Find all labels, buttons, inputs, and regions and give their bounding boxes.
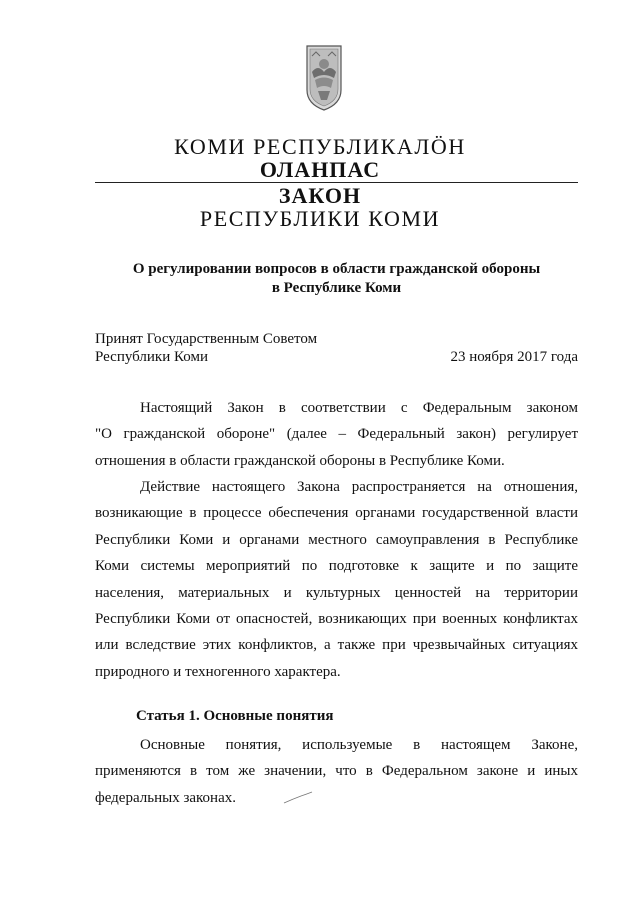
- paragraph-line: Настоящий Закон в соответствии с Федеральным законом: [140, 400, 578, 416]
- preamble-paragraph-2: [95, 474, 578, 685]
- preamble-paragraph-1: [95, 395, 578, 474]
- paragraph-line: применяются в том же значении, что в Федеральном законе и иных: [95, 763, 578, 780]
- adoption-line: Республики Коми: [95, 349, 208, 365]
- paragraph-line: Республики Коми и органами местного самоуправления в Республике: [95, 531, 578, 548]
- header-respubliki: РЕСПУБЛИКИ КОМИ: [199, 206, 441, 231]
- paragraph-line: или вследствие этих конфликтов, а также при чрезвычайных ситуациях: [95, 637, 578, 654]
- paragraph-line: "О гражданской обороне" (далее – Федеральный закон) регулирует: [95, 426, 578, 443]
- paragraph-line: Действие настоящего Закона распространяется на отношения,: [140, 479, 578, 495]
- adoption-date: 23 ноября 2017 года: [450, 349, 578, 365]
- header-olanpas: ОЛАНПАС: [259, 157, 381, 182]
- law-title: [95, 260, 578, 298]
- adoption-block: [95, 330, 578, 366]
- article-1-heading: Статья 1. Основные понятия: [136, 708, 334, 724]
- header-komi-title: КОМИ РЕСПУБЛИКАЛӦН: [174, 134, 466, 159]
- law-title-line: О регулировании вопросов в области гражданской обороны: [132, 261, 541, 277]
- paragraph-line: населения, материальных и культурных ценностей на территории: [95, 584, 578, 601]
- signature-mark: [283, 791, 313, 805]
- paragraph-line: Основные понятия, используемые в настоящем Законе,: [140, 737, 578, 753]
- coat-of-arms-icon: [304, 42, 344, 112]
- paragraph-line: природного и техногенного характера.: [95, 663, 341, 680]
- paragraph-line: Коми системы мероприятий по подготовке к защите и по защите: [95, 558, 578, 575]
- law-title-line: в Республике Коми: [271, 280, 402, 296]
- paragraph-line: федеральных законах.: [95, 789, 236, 806]
- paragraph-line: возникающие в процессе обеспечения органами государственной власти: [95, 505, 578, 522]
- paragraph-line: отношения в области гражданской обороны в Республике Коми.: [95, 452, 505, 469]
- adoption-line: Принят Государственным Советом: [95, 331, 318, 347]
- header-zakon: ЗАКОН: [278, 183, 362, 208]
- paragraph-line: Республики Коми от опасностей, возникающих при военных конфликтах: [95, 610, 578, 627]
- article-1-text: [95, 732, 578, 811]
